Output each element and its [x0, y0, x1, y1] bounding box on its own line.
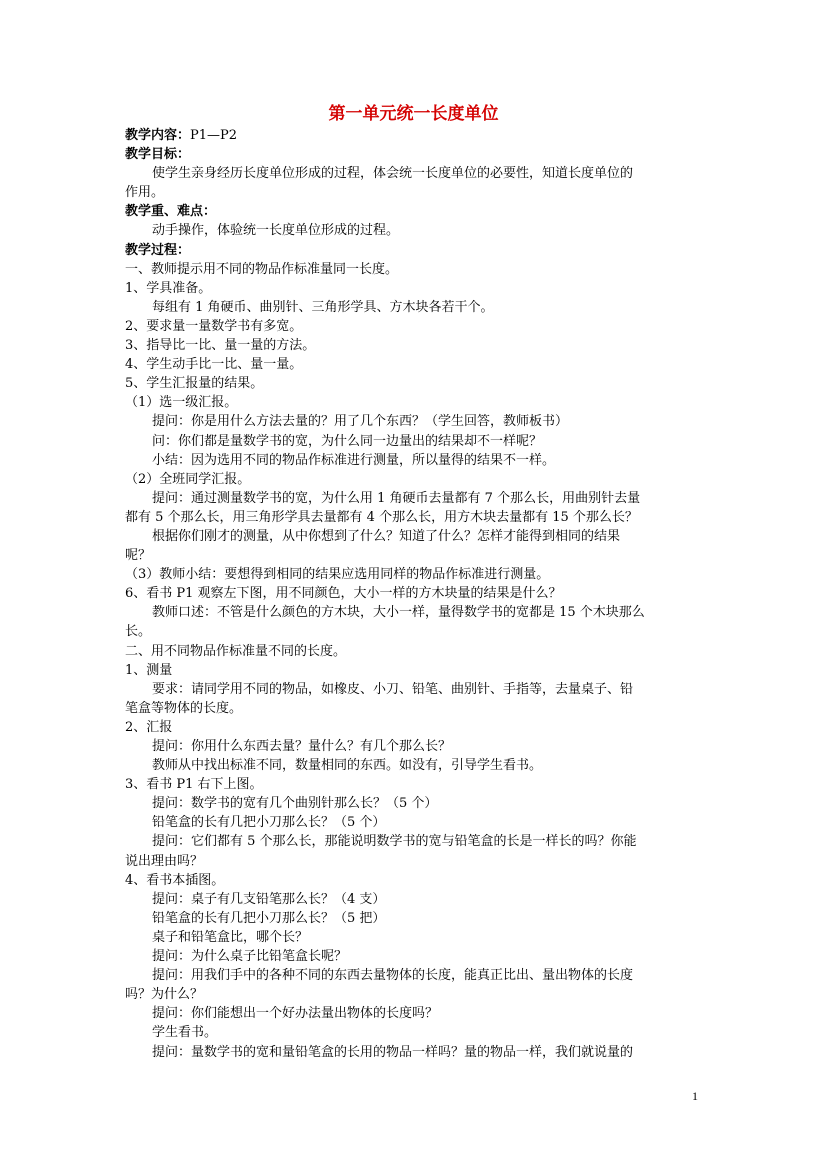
- body-line: 铅笔盒的长有几把小刀那么长？（5 个）: [152, 815, 386, 831]
- body-line: 4、看书本插图。: [125, 872, 225, 888]
- body-line: 教师从中找出标准不同，数量相同的东西。如没有，引导学生看书。: [152, 758, 543, 774]
- body-line: 提问：为什么桌子比铅笔盒长呢？: [152, 949, 348, 965]
- body-line: 都有 5 个那么长，用三角形学具去量都有 4 个那么长，用方木块去量都有 15 个那么长？: [125, 509, 638, 525]
- body-line: 提问：你们能想出一个好办法量出物体的长度吗？: [152, 1006, 439, 1022]
- body-line: 提问：你用什么东西去量？量什么？有几个那么长？: [152, 739, 452, 754]
- body-line: （2）全班同学汇报。: [125, 471, 251, 487]
- body-line: 说出理由吗？: [125, 853, 204, 869]
- content-label: 教学内容：: [125, 128, 191, 143]
- process-label: 教学过程：: [125, 242, 191, 258]
- body-line: 1、测量: [125, 662, 173, 678]
- body-line: 长。: [125, 624, 152, 640]
- body-line: （1）选一级汇报。: [125, 395, 238, 411]
- body-line: 笔盒等物体的长度。: [125, 700, 243, 716]
- body-line: 4、学生动手比一比、量一量。: [125, 357, 303, 373]
- body-line: （3）教师小结：要想得到相同的结果应选用同样的物品作标准进行测量。: [125, 567, 550, 583]
- body-line: 5、学生汇报量的结果。: [125, 376, 264, 392]
- goal-text: 使学生亲身经历长度单位形成的过程，体会统一长度单位的必要性，知道长度单位的: [152, 166, 634, 182]
- content-value: P1—P2: [190, 128, 238, 143]
- goal-label: 教学目标：: [125, 147, 191, 163]
- body-line: 提问：你是用什么方法去量的？用了几个东西？（学生回答，教师板书）: [152, 414, 569, 430]
- body-line: 提问：数学书的宽有几个曲别针那么长？（5 个）: [152, 796, 438, 812]
- body-line: 铅笔盒的长有几把小刀那么长？（5 把）: [152, 910, 386, 926]
- body-line: 提问：用我们手中的各种不同的东西去量物体的长度，能真正比出、量出物体的长度: [152, 968, 634, 984]
- body-line: 呢？: [125, 548, 152, 564]
- body-line: 学生看书。: [152, 1025, 218, 1041]
- key-text: 动手操作，体验统一长度单位形成的过程。: [152, 223, 400, 239]
- document-title: 第一单元统一长度单位: [328, 104, 499, 124]
- body-line: 要求：请同学用不同的物品，如橡皮、小刀、铅笔、曲别针、手指等，去量桌子、铅: [152, 681, 634, 697]
- body-line: 教师口述：不管是什么颜色的方木块，大小一样，量得数学书的宽都是 15 个木块那么: [152, 605, 645, 621]
- body-line: 提问：量数学书的宽和量铅笔盒的长用的物品一样吗？量的物品一样，我们就说量的: [152, 1044, 634, 1060]
- body-line: 提问：它们都有 5 个那么长，那能说明数学书的宽与铅笔盒的长是一样长的吗？你能: [152, 834, 637, 850]
- body-line: 提问：通过测量数学书的宽，为什么用 1 角硬币去量都有 7 个那么长，用曲别针去量: [152, 490, 641, 506]
- body-line: 根据你们刚才的测量，从中你想到了什么？知道了什么？怎样才能得到相同的结果: [152, 528, 621, 544]
- body-line: 2、汇报: [125, 719, 173, 735]
- body-line: 问：你们都是量数学书的宽，为什么同一边量出的结果却不一样呢？: [152, 433, 543, 449]
- key-label: 教学重、难点：: [125, 204, 217, 220]
- page-number: 1: [692, 1089, 698, 1103]
- body-line: 1、学具准备。: [125, 280, 212, 296]
- body-line: 吗？为什么？: [125, 987, 204, 1003]
- body-line: 二、用不同物品作标准量不同的长度。: [125, 643, 347, 659]
- content-line: [125, 126, 705, 145]
- body-line: 2、要求量一量数学书有多宽。: [125, 318, 303, 334]
- body-line: 每组有 1 角硬币、曲别针、三角形学具、方木块各若干个。: [152, 299, 494, 315]
- body-line: 3、指导比一比、量一量的方法。: [125, 338, 316, 354]
- body-line: 小结：因为选用不同的物品作标准进行测量，所以量得的结果不一样。: [152, 452, 556, 468]
- goal-text-2: 作用。: [125, 185, 165, 201]
- body-line: 6、看书 P1 观察左下图，用不同颜色，大小一样的方木块量的结果是什么？: [125, 586, 562, 602]
- body-line: 3、看书 P1 右下上图。: [125, 777, 263, 793]
- body-line: 一、教师提示用不同的物品作标准量同一长度。: [125, 261, 399, 277]
- document-body: [125, 126, 705, 1062]
- body-line: 提问：桌子有几支铅笔那么长？（4 支）: [152, 891, 386, 907]
- body-line: 桌子和铅笔盒比，哪个长？: [152, 929, 309, 945]
